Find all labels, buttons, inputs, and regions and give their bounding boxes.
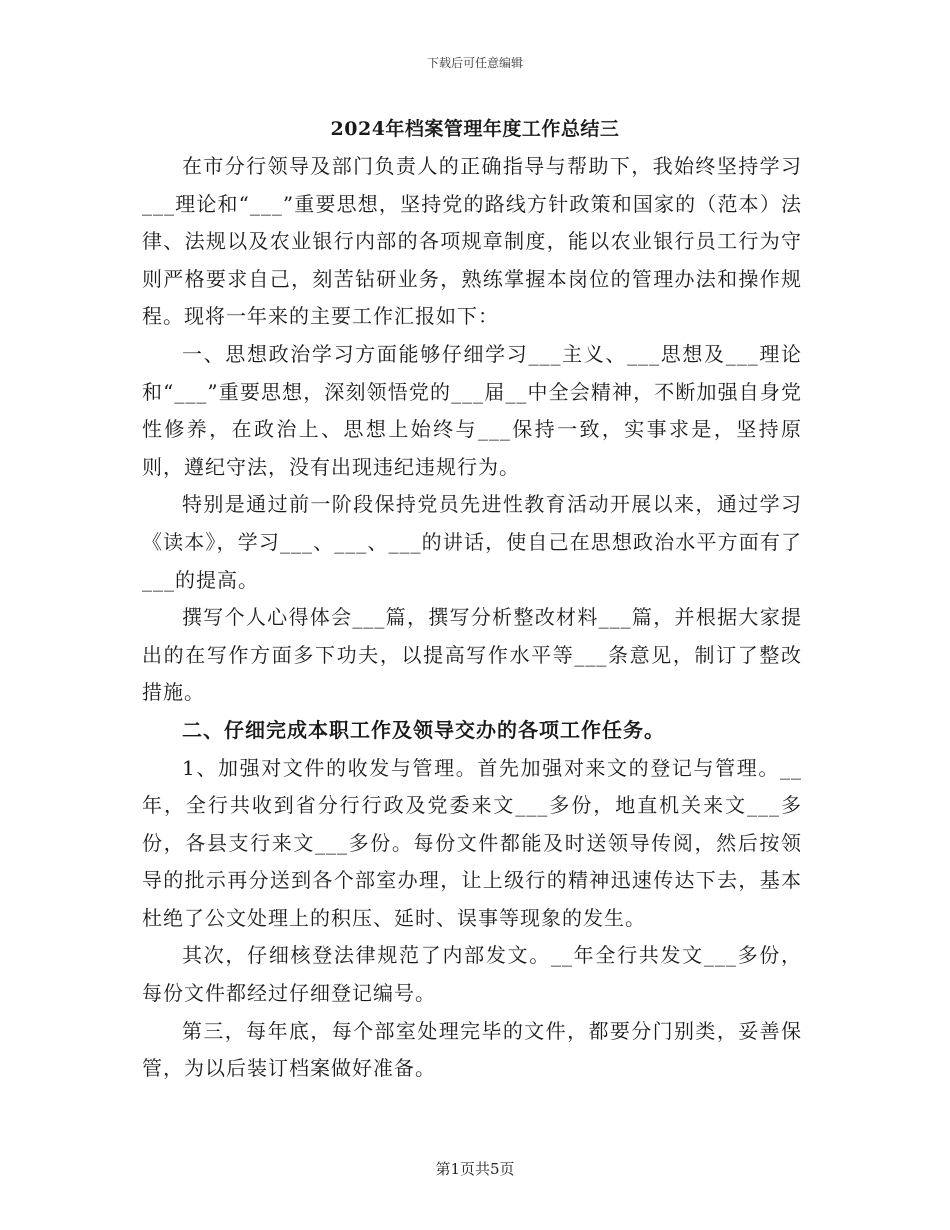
paragraph-section-1: 一、思想政治学习方面能够仔细学习___主义、___思想及___理论和“___”重要思想，深刻领悟党的___届__中全会精神，不断加强自身党性修养，在政治上、思想上始终与___保持一致，实事求是，坚持原则，遵纪守法，没有出现违纪违规行为。 xyxy=(142,341,802,479)
paragraph-internal-docs: 其次，仔细核登法律规范了内部发文。__年全行共发文___多份，每份文件都经过仔细登记编号。 xyxy=(142,943,802,1006)
paragraph-writing: 撰写个人心得体会___篇，撰写分析整改材料___篇，并根据大家提出的在写作方面多下功夫，以提高写作水平等___条意见，制订了整改措施。 xyxy=(142,605,802,705)
paragraph-file-management: 1、加强对文件的收发与管理。首先加强对来文的登记与管理。__年，全行共收到省分行行政及党委来文___多份，地直机关来文___多份，各县支行来文___多份。每份文件都能及时送领导传阅，然后按领导的批示再分送到各个部室办理，让上级行的精神迅速传达下去，基本杜绝了公文处理上的积压、延时、误事等现象的发生。 xyxy=(142,755,802,930)
paragraph-archive-prep: 第三，每年底，每个部室处理完毕的文件，都要分门别类，妥善保管，为以后装订档案做好准备。 xyxy=(142,1018,802,1081)
page-number: 第1页共5页 xyxy=(435,1160,515,1178)
document-title: 2024年档案管理年度工作总结三 xyxy=(330,118,620,140)
paragraph-intro: 在市分行领导及部门负责人的正确指导与帮助下，我始终坚持学习___理论和“___”重要思想，坚持党的路线方针政策和国家的（范本）法律、法规以及农业银行内部的各项规章制度，能以农业银行员工行为守则严格要求自己，刻苦钻研业务，熟练掌握本岗位的管理办法和操作规程。现将一年来的主要工作汇报如下： xyxy=(142,154,802,329)
document-body xyxy=(142,148,802,1088)
paragraph-study: 特别是通过前一阶段保持党员先进性教育活动开展以来，通过学习《读本》，学习___、___、___的讲话，使自己在思想政治水平方面有了___的提高。 xyxy=(142,492,802,592)
section-heading-2: 二、仔细完成本职工作及领导交办的各项工作任务。 xyxy=(182,717,665,742)
header-note: 下载后可任意编辑 xyxy=(426,56,523,70)
